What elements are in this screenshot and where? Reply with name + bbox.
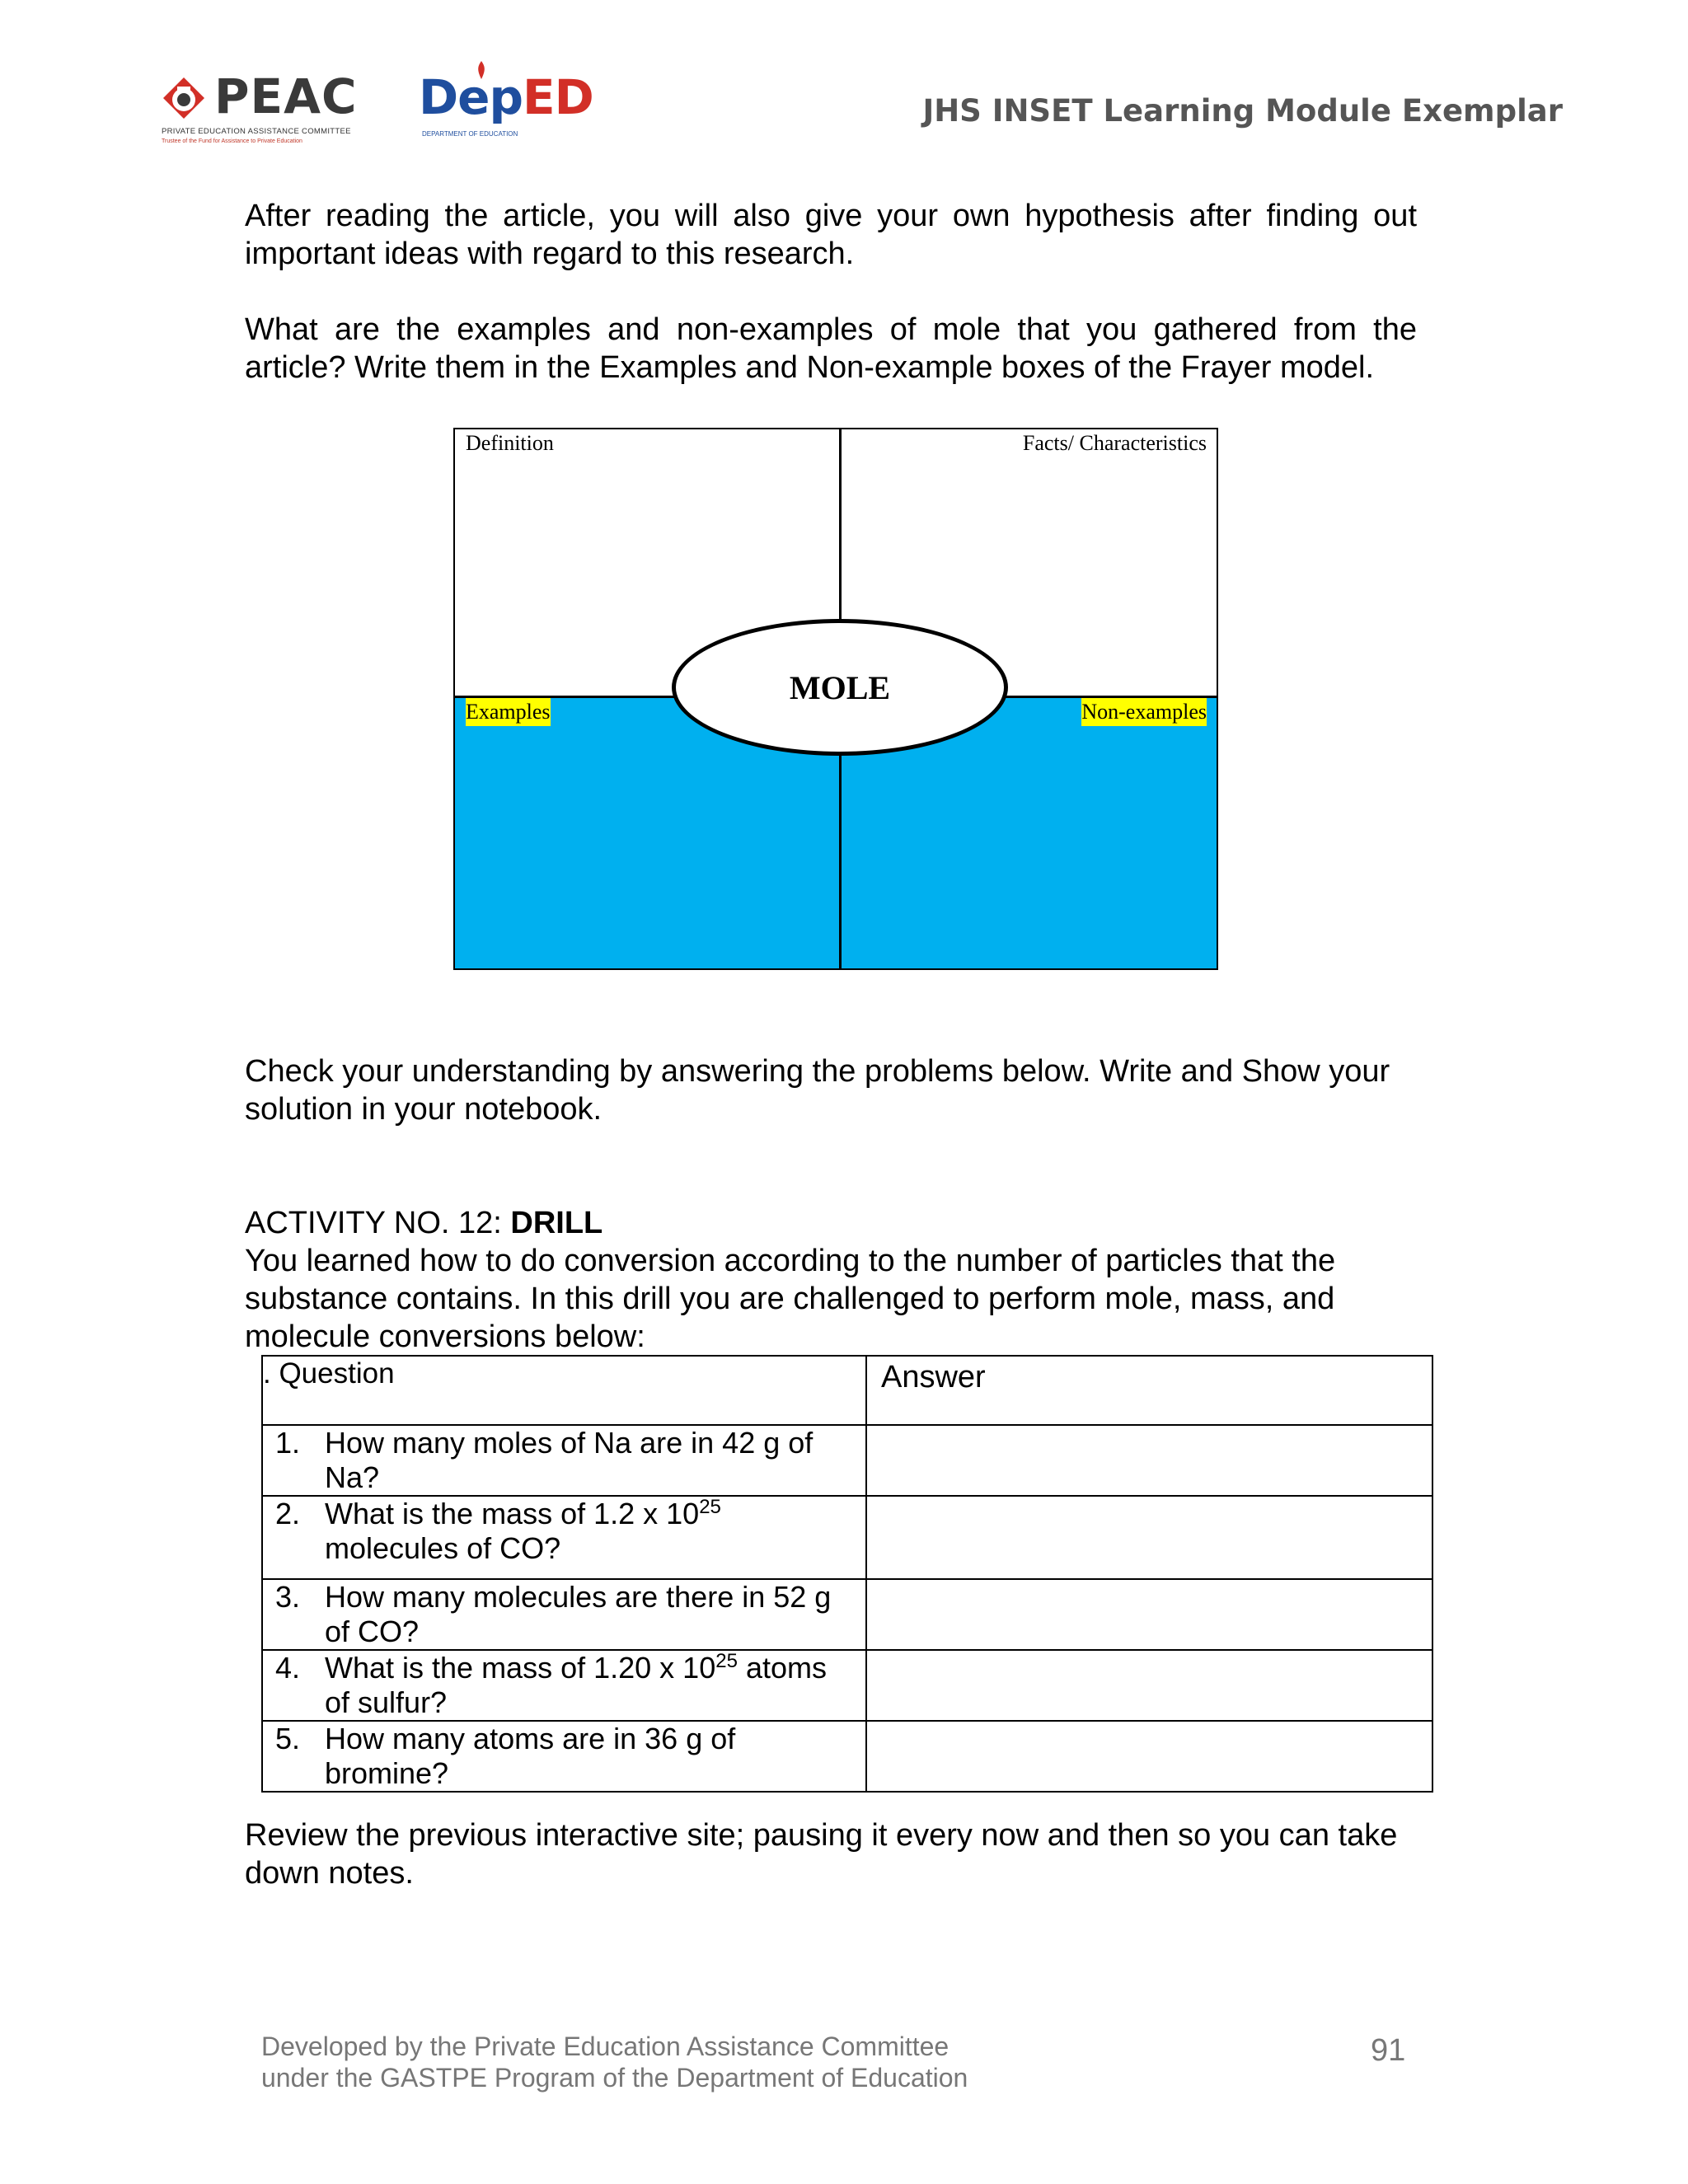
- question-cell: [262, 1425, 866, 1496]
- peac-logo-subtitle: PRIVATE EDUCATION ASSISTANCE COMMITTEE: [162, 127, 351, 136]
- question-number: 5.: [275, 1722, 301, 1755]
- question-text: How many moles of Na are in 42 g of Na?: [325, 1426, 814, 1494]
- activity-title: DRILL: [510, 1206, 603, 1240]
- question-number: 2.: [275, 1497, 301, 1530]
- peac-logo-tagline: Trustee of the Fund for Assistance to Private Education: [162, 138, 302, 144]
- table-row: [262, 1650, 1432, 1721]
- question-cell: [262, 1721, 866, 1792]
- drill-table: [261, 1355, 1433, 1793]
- header-title: JHS INSET Learning Module Exemplar: [922, 93, 1563, 129]
- examples-label: Examples: [466, 698, 551, 726]
- answer-cell[interactable]: [866, 1496, 1432, 1579]
- peac-mark-icon: [162, 76, 206, 120]
- activity-heading: [245, 1204, 1417, 1242]
- activity-intro: You learned how to do conversion according to the number of particles that the substance contains. In this drill you are challenged to perform mole, mass, and molecule conversions below:: [245, 1244, 1336, 1354]
- question-text: How many atoms are in 36 g of bromine?: [325, 1722, 736, 1790]
- question-number: 4.: [275, 1651, 301, 1685]
- answer-cell[interactable]: [866, 1579, 1432, 1650]
- footer-line-2: under the GASTPE Program of the Department of Education: [261, 2063, 968, 2093]
- deped-logo-subtitle: DEPARTMENT OF EDUCATION: [422, 130, 518, 138]
- question-cell: [262, 1650, 866, 1721]
- question-text: How many molecules are there in 52 g of CO?: [325, 1580, 832, 1648]
- activity-label: ACTIVITY NO. 12:: [245, 1206, 502, 1240]
- question-cell: [262, 1579, 866, 1650]
- table-row: [262, 1425, 1432, 1496]
- table-row: [262, 1721, 1432, 1792]
- question-text: What is the mass of 1.2 x $10^{25}$ molecules of CO?: [325, 1496, 721, 1565]
- paragraph-check-understanding: Check your understanding by answering the problems below. Write and Show your solution in your notebook.: [245, 1054, 1390, 1127]
- deped-logo: [419, 64, 593, 147]
- question-text: What is the mass of 1.20 x $10^{25}$ atoms of sulfur?: [325, 1650, 827, 1719]
- paragraph-review: Review the previous interactive site; pausing it every now and then so you can take down notes.: [245, 1818, 1398, 1891]
- paragraph-examples-question: What are the examples and non-examples of mole that you gathered from the article? Write them in the Examples and Non-example boxes of the Frayer model.: [245, 312, 1417, 385]
- peac-logo-name: PEAC: [214, 68, 358, 124]
- page-number: 91: [1371, 2033, 1406, 2068]
- footer-line-1: Developed by the Private Education Assistance Committee: [261, 2032, 950, 2061]
- frayer-model: [453, 428, 1218, 970]
- answer-cell[interactable]: [866, 1721, 1432, 1792]
- table-header-row: [262, 1356, 1432, 1425]
- paragraph-hypothesis: After reading the article, you will also give your own hypothesis after finding out important ideas with regard to this research.: [245, 199, 1417, 271]
- answer-column-header: Answer: [866, 1356, 1432, 1425]
- answer-cell[interactable]: [866, 1425, 1432, 1496]
- facts-characteristics-label: Facts/ Characteristics: [1022, 431, 1207, 455]
- definition-label: Definition: [466, 431, 554, 455]
- deped-logo-name: DepED: [419, 69, 593, 125]
- table-row: [262, 1496, 1432, 1579]
- question-cell: [262, 1496, 866, 1579]
- footer-credit: [261, 2031, 968, 2093]
- non-examples-label: Non-examples: [1081, 698, 1207, 726]
- table-row: [262, 1579, 1432, 1650]
- question-number: 1.: [275, 1426, 301, 1460]
- peac-logo: [162, 68, 392, 158]
- answer-cell[interactable]: [866, 1650, 1432, 1721]
- question-column-header: . Question: [262, 1356, 866, 1425]
- mole-center-oval: MOLE: [672, 619, 1008, 756]
- question-number: 3.: [275, 1580, 301, 1614]
